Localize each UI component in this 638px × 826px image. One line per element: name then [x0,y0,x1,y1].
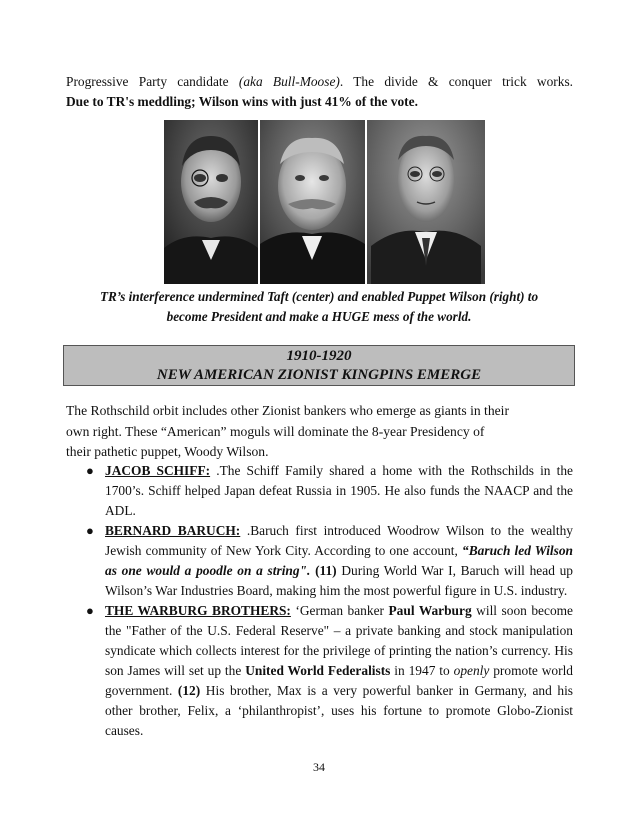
item-text: in 1947 to [390,663,454,678]
banker-list [66,461,573,741]
body-line-3: their pathetic puppet, Woody Wilson. [66,444,269,460]
item-text: ‘German banker [290,603,389,618]
item-quote: “Baruch led Wilson as one would a poodle on a string". [105,543,574,578]
bullet-icon: ● [86,463,94,478]
intro-text: Progressive Party candidate [66,74,239,89]
item-text: .The Schiff Family shared a home with the Rothschilds in the 1700’s. Schiff helped Japan defeat Russia in 1905. He also funds the NAACP and the ADL. [105,463,573,518]
body-paragraph [66,401,546,463]
item-emphasis: openly [453,663,490,678]
photo-caption [60,287,578,327]
item-text: During World War I, Baruch will head up Wilson’s War Industries Board, making him the most powerful figure in U.S. industry. [105,563,574,598]
intro-line-2: Due to TR's meddling; Wilson wins with just 41% of the vote. [66,94,418,109]
item-name: THE WARBURG BROTHERS: [105,603,291,618]
section-heading: NEW AMERICAN ZIONIST KINGPINS EMERGE [156,367,482,383]
intro-line-1 [66,72,573,92]
section-banner [63,345,575,386]
item-organization: United World Federalists [245,663,391,678]
list-item-schiff [66,461,573,521]
body-line-2: own right. These “American” moguls will dominate the 8-year Presidency of [66,423,485,439]
item-name: JACOB SCHIFF: [105,463,211,478]
item-text: will soon become the "Father of the U.S. Federal Reserve" – a private banking and stock manipulation syndicate which collects interest for the privilege of printing the nation’s currency. His son James will set up the [105,603,573,678]
item-text: .Baruch first introduced Woodrow Wilson to the wealthy Jewish community of New York City. According to one account, [105,523,573,558]
list-item-baruch [66,521,573,601]
page-number: 34 [313,760,325,774]
bullet-icon: ● [86,603,94,618]
intro-paragraph [66,72,573,112]
intro-italic-text: (aka Bull-Moose) [238,74,340,89]
section-years: 1910-1920 [286,348,352,364]
item-reference: (12) [177,683,201,698]
intro-text-end: . The divide & conquer trick works. [339,74,574,89]
wilson-photo [367,120,485,284]
item-text: promote world government. [105,663,573,698]
body-line-1: The Rothschild orbit includes other Zionist bankers who emerge as giants in their [66,403,509,418]
roosevelt-photo [164,120,258,284]
bullet-icon: ● [86,523,94,538]
item-person: Paul Warburg [388,603,472,618]
taft-photo [260,120,365,284]
item-text: His brother, Max is a very powerful banker in Germany, and his other brother, Felix, a ‘philanthropist’, uses his fortune to promote Globo-Zionist causes. [105,683,574,738]
list-item-warburg [66,601,573,741]
caption-line-1: TR’s interference undermined Taft (center) and enabled Puppet Wilson (right) to [99,289,539,304]
caption-line-2: become President and make a HUGE mess of the world. [166,309,472,324]
item-reference: (11) [310,563,337,578]
item-name: BERNARD BARUCH: [105,523,241,538]
